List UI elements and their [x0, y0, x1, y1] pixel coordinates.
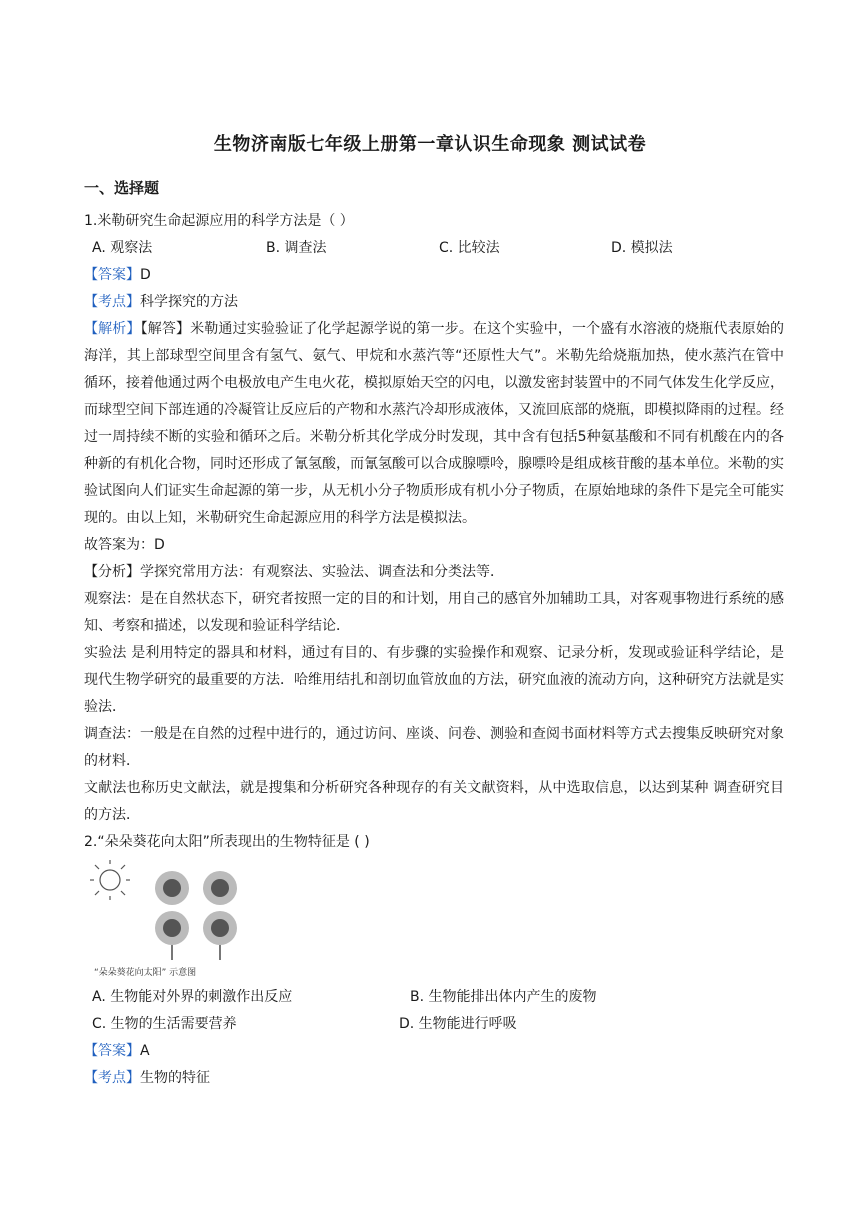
q2-option-c: C. 生物的生活需要营养: [92, 1016, 237, 1032]
question-1-options: [84, 235, 784, 262]
answer-tag: 【答案】: [84, 267, 140, 283]
q1-option-b: B. 调查法: [266, 240, 327, 256]
q2-option-a: A. 生物能对外界的刺激作出反应: [92, 989, 293, 1005]
q1-option-c: C. 比较法: [439, 240, 500, 256]
q2-point: [84, 1065, 784, 1092]
sun-icon: [90, 860, 130, 900]
answer-value: A: [140, 1043, 150, 1059]
question-2-options-row-1: [84, 984, 784, 1011]
q1-experiment: 实验法 是利用特定的器具和材料，通过有目的、有步骤的实验操作和观察、记录分析，发现或验证科学结论，是现代生物学研究的最重要的方法．哈维用结扎和剖切血管放血的方法，研究血液的流动方向，这种研究方法就是实验法．: [84, 645, 784, 715]
q2-option-b: B. 生物能排出体内产生的废物: [410, 989, 597, 1005]
point-value: 科学探究的方法: [140, 294, 238, 310]
question-1-stem: 1.米勒研究生命起源应用的科学方法是（ ）: [84, 213, 354, 229]
analysis-tag: 【解析】: [84, 321, 141, 337]
sunflower-illustration: [90, 860, 260, 980]
q1-point: [84, 289, 784, 316]
q1-option-a: A. 观察法: [92, 240, 153, 256]
document-content: [84, 208, 784, 1092]
answer-tag: 【答案】: [84, 1043, 140, 1059]
point-tag: 【考点】: [84, 1070, 140, 1086]
q1-fenxi: 【分析】学探究常用方法：有观察法、实验法、调查法和分类法等．: [84, 564, 504, 580]
sunflower-icon: [155, 871, 237, 960]
q1-analysis: [84, 316, 784, 532]
document-title: 生物济南版七年级上册第一章认识生命现象 测试试卷: [213, 134, 647, 155]
q1-conclusion: 故答案为：D: [84, 537, 165, 553]
q1-option-d: D. 模拟法: [611, 240, 673, 256]
q1-observe: 观察法：是在自然状态下，研究者按照一定的目的和计划，用自己的感官外加辅助工具，对客观事物进行系统的感知、考察和描述，以发现和验证科学结论．: [84, 591, 784, 634]
answer-value: D: [140, 267, 151, 283]
question-2-options-row-2: [84, 1011, 784, 1038]
question-2-stem: 2.“朵朵葵花向太阳”所表现出的生物特征是 ( ): [84, 834, 370, 850]
analysis-text: 【解答】米勒通过实验验证了化学起源学说的第一步。在这个实验中，一个盛有水溶液的烧瓶代表原始的海洋，其上部球型空间里含有氢气、氨气、甲烷和水蒸汽等“还原性大气”。米勒先给烧瓶加热，使水蒸汽在管中循环，接着他通过两个电极放电产生电火花，模拟原始天空的闪电，以激发密封装置中的不同气体发生化学反应，而球型空间下部连通的冷凝管让反应后的产物和水蒸汽冷却形成液体，又流回底部的烧瓶，即模拟降雨的过程。经过一周持续不断的实验和循环之后。米勒分析其化学成分时发现，其中含有包括5种氨基酸和不同有机酸在内的各种新的有机化合物，同时还形成了氰氢酸，而氰氢酸可以合成腺嘌呤，腺嘌呤是组成核苷酸的基本单位。米勒的实验试图向人们证实生命起源的第一步，从无机小分子物质形成有机小分子物质，在原始地球的条件下是完全可能实现的。由以上知，米勒研究生命起源应用的科学方法是模拟法。: [84, 321, 785, 526]
point-value: 生物的特征: [140, 1070, 210, 1086]
q1-survey: 调查法：一般是在自然的过程中进行的，通过访问、座谈、问卷、测验和查阅书面材料等方式去搜集反映研究对象的材料．: [84, 726, 784, 769]
q2-answer: [84, 1038, 784, 1065]
sunflower-figure: [90, 860, 260, 980]
q2-option-d: D. 生物能进行呼吸: [399, 1016, 517, 1032]
section-heading: 一、选择题: [84, 179, 160, 197]
q1-answer: [84, 262, 784, 289]
point-tag: 【考点】: [84, 294, 140, 310]
figure-caption: “朵朵葵花向太阳” 示意图: [94, 968, 197, 978]
q1-literature: 文献法也称历史文献法，就是搜集和分析研究各种现存的有关文献资料，从中选取信息，以达到某种 调查研究目的方法．: [84, 780, 784, 823]
